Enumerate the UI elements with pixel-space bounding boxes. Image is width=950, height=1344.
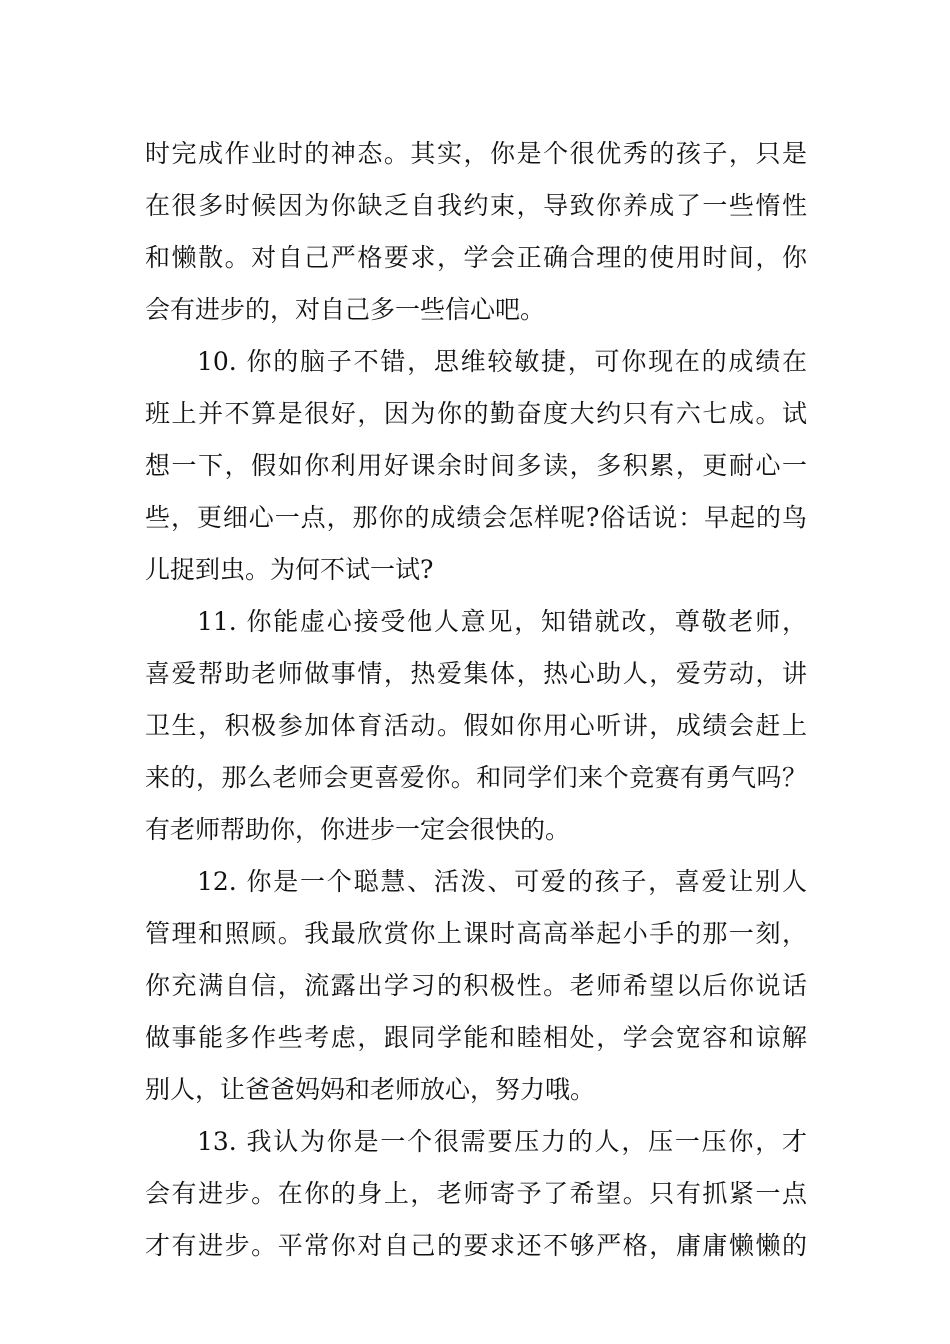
text-line: 才有进步。平常你对自己的要求还不够严格，庸庸懒懒的 — [145, 1231, 807, 1260]
text-line: 和懒散。对自己严格要求，学会正确合理的使用时间，你 — [145, 243, 807, 272]
text-line: 会有进步。在你的身上，老师寄予了希望。只有抓紧一点 — [145, 1179, 807, 1208]
text-line: 做事能多作些考虑，跟同学能和睦相处，学会宽容和谅解 — [145, 1023, 807, 1052]
text-line: 管理和照顾。我最欣赏你上课时高高举起小手的那一刻， — [145, 919, 807, 948]
text-line: 想一下，假如你利用好课余时间多读，多积累，更耐心一 — [145, 451, 807, 480]
text-line: 会有进步的，对自己多一些信心吧。 — [145, 295, 546, 324]
paragraph-first-line: 12. 你是一个聪慧、活泼、可爱的孩子，喜爱让别人 — [197, 867, 807, 896]
text-line: 班上并不算是很好，因为你的勤奋度大约只有六七成。试 — [145, 399, 807, 428]
text-line: 有老师帮助你，你进步一定会很快的。 — [145, 815, 571, 844]
document-body — [145, 128, 807, 1272]
text-line: 别人，让爸爸妈妈和老师放心，努力哦。 — [145, 1075, 596, 1104]
text-line: 来的，那么老师会更喜爱你。和同学们来个竞赛有勇气吗？ — [145, 763, 807, 792]
text-line: 你充满自信，流露出学习的积极性。老师希望以后你说话 — [145, 971, 807, 1000]
text-line: 时完成作业时的神态。其实，你是个很优秀的孩子，只是 — [145, 139, 807, 168]
paragraph-first-line: 10. 你的脑子不错，思维较敏捷，可你现在的成绩在 — [197, 347, 807, 376]
paragraph-first-line: 13. 我认为你是一个很需要压力的人，压一压你，才 — [197, 1127, 807, 1156]
paragraph-first-line: 11. 你能虚心接受他人意见，知错就改，尊敬老师， — [197, 607, 807, 636]
text-line: 些，更细心一点，那你的成绩会怎样呢?俗话说：早起的鸟 — [145, 503, 807, 532]
text-line: 在很多时候因为你缺乏自我约束，导致你养成了一些惰性 — [145, 191, 807, 220]
text-line: 儿捉到虫。为何不试一试? — [145, 555, 434, 584]
text-line: 卫生，积极参加体育活动。假如你用心听讲，成绩会赶上 — [145, 711, 807, 740]
text-line: 喜爱帮助老师做事情，热爱集体，热心助人，爱劳动，讲 — [145, 659, 807, 688]
